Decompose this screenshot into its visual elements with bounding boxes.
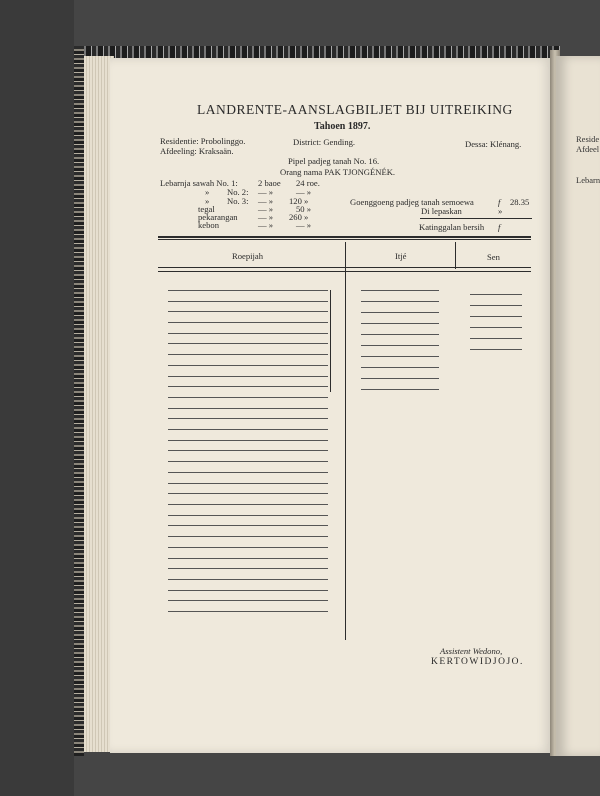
land-bau: — » bbox=[258, 220, 274, 230]
blank-ruled-line bbox=[168, 365, 328, 366]
net-label: Katinggalan bersih bbox=[419, 222, 485, 232]
blank-ruled-line bbox=[470, 327, 522, 328]
blank-ruled-line bbox=[168, 440, 328, 441]
blank-ruled-line bbox=[168, 579, 328, 580]
blank-ruled-line bbox=[168, 536, 328, 537]
column-divider bbox=[455, 242, 456, 269]
blank-ruled-line bbox=[168, 611, 328, 612]
blank-ruled-line bbox=[361, 290, 439, 291]
land-bau: — » bbox=[258, 187, 274, 197]
land-bau: — » bbox=[258, 204, 274, 214]
blank-ruled-line bbox=[168, 558, 328, 559]
blank-ruled-line bbox=[470, 349, 522, 350]
blank-ruled-line bbox=[470, 305, 522, 306]
land-bau: — » bbox=[258, 196, 274, 206]
land-bau: 2 baoe bbox=[258, 178, 281, 188]
blank-ruled-line bbox=[361, 356, 439, 357]
column-divider bbox=[345, 242, 346, 640]
total-tax-value: 28.35 bbox=[510, 197, 530, 207]
land-bau: — » bbox=[258, 212, 274, 222]
ditto-mark: » bbox=[205, 187, 210, 197]
blank-ruled-line bbox=[168, 354, 328, 355]
blank-ruled-line bbox=[168, 386, 328, 387]
blank-ruled-line bbox=[168, 483, 328, 484]
released-label: Di lepaskan bbox=[421, 206, 462, 216]
land-row-kebon: kebon bbox=[198, 220, 220, 230]
column-header-itje: Itjé bbox=[395, 251, 407, 261]
book-binding-edge bbox=[74, 46, 84, 756]
next-page-fragment bbox=[556, 56, 600, 756]
blank-ruled-line bbox=[168, 472, 328, 473]
blank-ruled-line bbox=[168, 301, 328, 302]
land-row-sawah-1: Lebarnja sawah No. 1: bbox=[160, 178, 238, 188]
land-roe: 24 roe. bbox=[296, 178, 320, 188]
released-currency: » bbox=[498, 206, 503, 216]
blank-ruled-line bbox=[168, 493, 328, 494]
book-top-edge bbox=[80, 46, 560, 58]
blank-ruled-line bbox=[168, 322, 328, 323]
blank-ruled-line bbox=[168, 461, 328, 462]
blank-ruled-line bbox=[470, 294, 522, 295]
blank-ruled-line bbox=[168, 600, 328, 601]
blank-ruled-line bbox=[168, 397, 328, 398]
next-page-line: Lebarn bbox=[576, 175, 600, 185]
blank-ruled-line bbox=[361, 389, 439, 390]
signature-title: Assistent Wedono, bbox=[440, 646, 503, 656]
ditto-mark: » bbox=[205, 196, 210, 206]
blank-ruled-line bbox=[361, 301, 439, 302]
total-tax-currency: f bbox=[498, 197, 501, 207]
blank-ruled-line bbox=[168, 515, 328, 516]
blank-ruled-line bbox=[361, 334, 439, 335]
next-page-line: Afdeel bbox=[576, 144, 600, 154]
blank-ruled-line bbox=[470, 338, 522, 339]
land-roe: 120 » bbox=[289, 196, 309, 206]
table-top-rule-thin bbox=[158, 239, 531, 240]
signature-name: KERTOWIDJOJO. bbox=[431, 657, 524, 667]
land-row-sawah-2: No. 2: bbox=[227, 187, 249, 197]
blank-ruled-line bbox=[168, 343, 328, 344]
blank-ruled-line bbox=[168, 547, 328, 548]
blank-ruled-line bbox=[168, 290, 328, 291]
blank-ruled-line bbox=[168, 376, 328, 377]
column-header-sen: Sen bbox=[487, 252, 500, 262]
land-roe: — » bbox=[296, 187, 312, 197]
residentie-field: Residentie: Probolinggo. bbox=[160, 136, 246, 146]
blank-ruled-line bbox=[361, 323, 439, 324]
land-row-sawah-3: No. 3: bbox=[227, 196, 249, 206]
blank-ruled-line bbox=[168, 525, 328, 526]
blank-ruled-line bbox=[470, 316, 522, 317]
column-divider bbox=[330, 290, 331, 392]
land-row-tegal: tegal bbox=[198, 204, 215, 214]
book-cover-left bbox=[0, 0, 74, 796]
blank-ruled-line bbox=[168, 590, 328, 591]
table-top-rule bbox=[158, 236, 531, 238]
blank-ruled-line bbox=[168, 450, 328, 451]
document-title: LANDRENTE-AANSLAGBILJET BIJ UITREIKING bbox=[197, 102, 513, 117]
dessa-field: Dessa: Klénang. bbox=[465, 139, 522, 149]
document-year: Tahoen 1897. bbox=[314, 121, 371, 132]
district-field: District: Gending. bbox=[293, 137, 356, 147]
land-row-pekarangan: pekarangan bbox=[198, 212, 238, 222]
afdeeling-field: Afdeeling: Kraksaän. bbox=[160, 146, 234, 156]
next-page-line: Reside bbox=[576, 134, 600, 144]
blank-ruled-line bbox=[361, 378, 439, 379]
blank-ruled-line bbox=[168, 429, 328, 430]
land-roe: — » bbox=[296, 220, 312, 230]
blank-ruled-line bbox=[168, 311, 328, 312]
column-header-roepijah: Roepijah bbox=[232, 251, 264, 261]
pipel-number: Pipel padjeg tanah No. 16. bbox=[288, 156, 380, 166]
blank-ruled-line bbox=[168, 418, 328, 419]
blank-ruled-line bbox=[168, 504, 328, 505]
amount-divider bbox=[420, 218, 532, 219]
land-roe: 50 » bbox=[296, 204, 312, 214]
blank-ruled-line bbox=[168, 333, 328, 334]
land-roe: 260 » bbox=[289, 212, 309, 222]
blank-ruled-line bbox=[361, 312, 439, 313]
blank-ruled-line bbox=[361, 345, 439, 346]
taxpayer-name: Orang nama PAK TJONGÉNÉK. bbox=[280, 167, 396, 177]
net-currency: f bbox=[498, 222, 501, 232]
blank-ruled-line bbox=[168, 568, 328, 569]
blank-ruled-line bbox=[361, 367, 439, 368]
total-tax-label: Goenggoeng padjeg tanah semoewa bbox=[350, 197, 474, 207]
blank-ruled-line bbox=[168, 408, 328, 409]
